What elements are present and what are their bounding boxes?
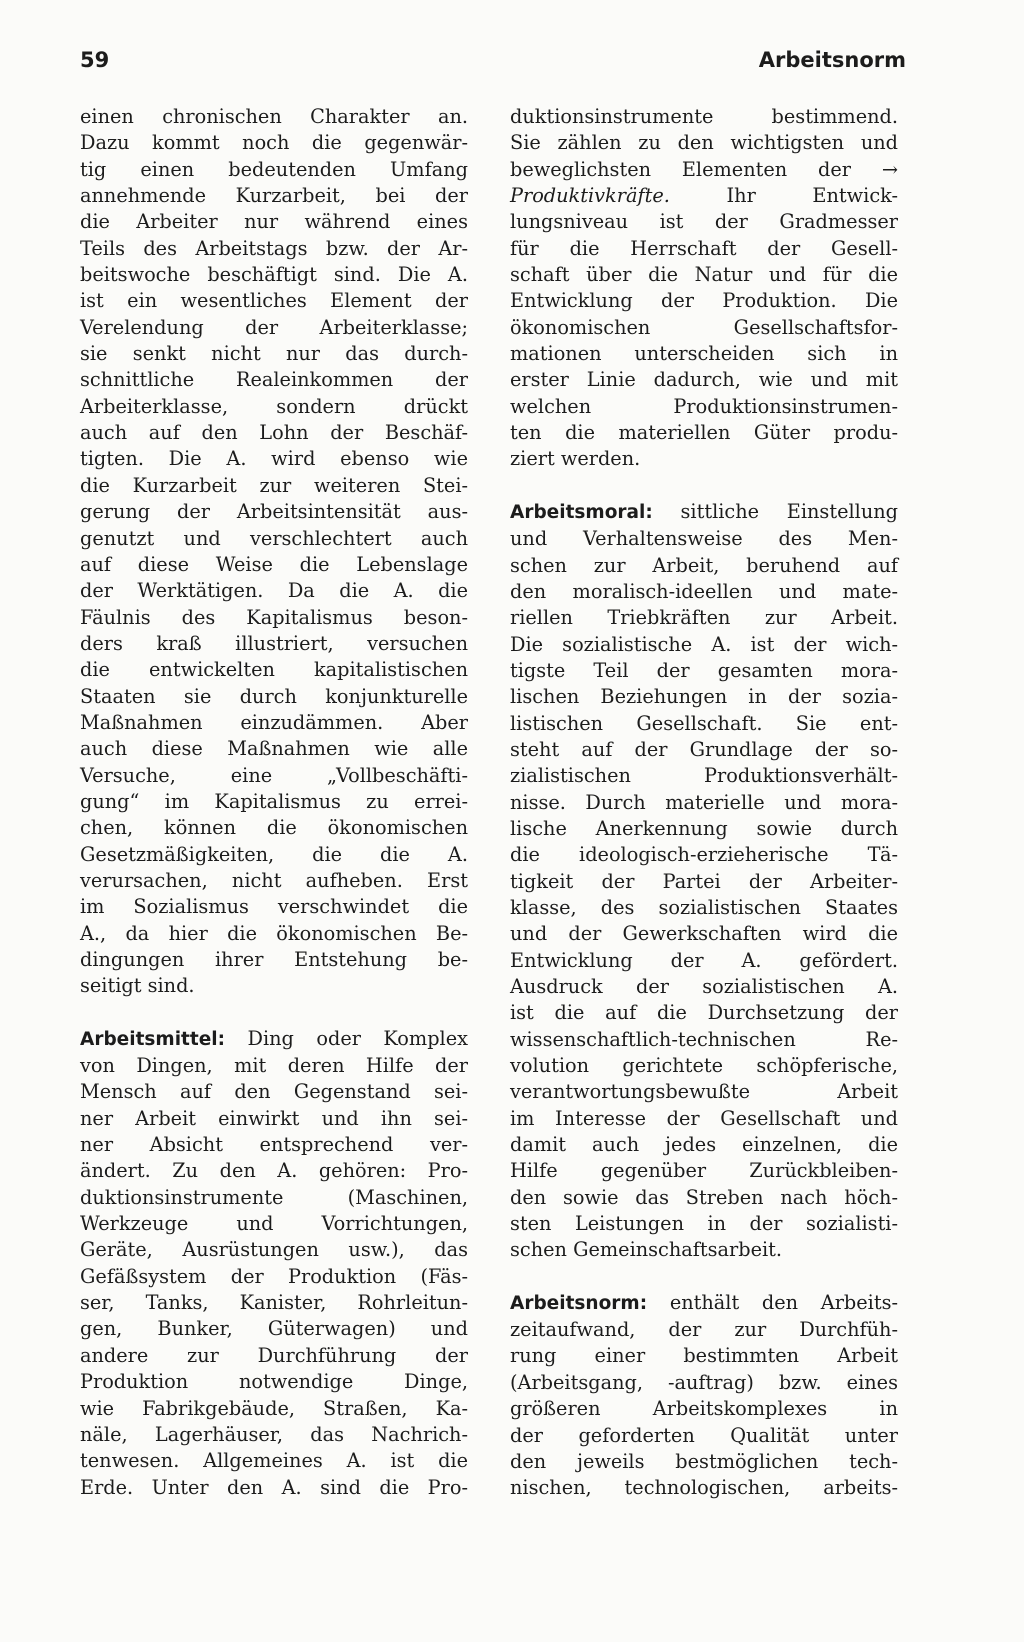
entry-term: Arbeitsnorm: (510, 1292, 648, 1314)
text-line: schnittliche Realeinkommen der (80, 368, 468, 392)
text-line: ner Arbeit einwirkt und ihn sei- (80, 1106, 468, 1130)
text-line: gung“ im Kapitalismus zu errei- (80, 789, 468, 813)
text-line: gerung der Arbeitsintensität aus- (80, 500, 468, 524)
text-line: verursachen, nicht aufheben. Erst (80, 868, 468, 892)
text-line: mationen unterscheiden sich in (510, 342, 898, 366)
text-line: sie senkt nicht nur das durch- (80, 342, 468, 366)
entry-term: Arbeitsmittel: (80, 1028, 226, 1050)
entry-first-text: Ding oder Komplex (247, 1026, 468, 1050)
text-line: damit auch jedes einzelnen, die (510, 1133, 898, 1157)
text-line: sten Leistungen in der sozialisti- (510, 1212, 898, 1236)
text-line: den moralisch-ideellen und mate- (510, 579, 898, 603)
text-line: Mensch auf den Gegenstand sei- (80, 1080, 468, 1104)
text-line: der geforderten Qualität unter (510, 1423, 898, 1447)
text-line: steht auf der Grundlage der so- (510, 737, 898, 761)
text-line: duktionsinstrumente (Maschinen, (80, 1185, 468, 1209)
continued-text (80, 104, 468, 1000)
text-line: Produktion notwendige Dinge, (80, 1370, 468, 1394)
text-line: Fäulnis des Kapitalismus beson- (80, 605, 468, 629)
text-line: schaft über die Natur und für die (510, 263, 898, 287)
paragraph-gap (80, 1000, 468, 1026)
text-line: wie Fabrikgebäude, Straßen, Ka- (80, 1396, 468, 1420)
right-column (510, 104, 898, 1502)
text-line: die Kurzarbeit zur weiteren Stei- (80, 473, 468, 497)
entry-first-text: enthält den Arbeits- (669, 1290, 898, 1314)
text-line: der Werktätigen. Da die A. die (80, 579, 468, 603)
text-line: beitswoche beschäftigt sind. Die A. (80, 263, 468, 287)
text-line: ner Absicht entsprechend ver- (80, 1133, 468, 1157)
cross-reference-arrow-icon: → (881, 157, 898, 181)
text-line: Hilfe gegenüber Zurückbleiben- (510, 1159, 898, 1183)
text-line: (Arbeitsgang, -auftrag) bzw. eines (510, 1370, 898, 1394)
text-line: Staaten sie durch konjunkturelle (80, 684, 468, 708)
text-line: für die Herrschaft der Gesell- (510, 236, 898, 260)
text-line: schen zur Arbeit, beruhend auf (510, 553, 898, 577)
text-line: klasse, des sozialistischen Staates (510, 895, 898, 919)
text-line: tenwesen. Allgemeines A. ist die (80, 1449, 468, 1473)
page-number: 59 (80, 48, 110, 72)
left-column (80, 104, 468, 1501)
text-line: ist ein wesentliches Element der (80, 289, 468, 313)
text-line: lischen Beziehungen in der sozia- (510, 685, 898, 709)
text-line: den jeweils bestmöglichen tech- (510, 1449, 898, 1473)
entry-body (80, 1053, 468, 1501)
text-line: größeren Arbeitskomplexes in (510, 1397, 898, 1421)
text-line: Arbeiterklasse, sondern drückt (80, 394, 468, 418)
text-line: Entwicklung der A. gefördert. (510, 948, 898, 972)
text-line: ser, Tanks, Kanister, Rohrleitun- (80, 1291, 468, 1315)
text-line: Sie zählen zu den wichtigsten und (510, 131, 898, 155)
text-line: Ausdruck der sozialistischen A. (510, 975, 898, 998)
text-line: ökonomischen Gesellschaftsfor- (510, 315, 898, 339)
text-line: duktionsinstrumente bestimmend. (510, 105, 898, 128)
text-line: von Dingen, mit deren Hilfe der (80, 1054, 468, 1078)
text-line: Versuche, eine „Vollbeschäfti- (80, 763, 468, 787)
text-line: tig einen bedeutenden Umfang (80, 157, 468, 181)
text-line: lische Anerkennung sowie durch (510, 816, 898, 840)
text-run: Ihr Entwick- (726, 184, 898, 208)
text-line: Maßnahmen einzudämmen. Aber (80, 710, 468, 734)
text-line: und der Gewerkschaften wird die (510, 922, 898, 946)
text-line: erster Linie dadurch, wie und mit (510, 368, 898, 392)
text-line: schen Gemeinschaftsarbeit. (510, 1238, 783, 1262)
continued-text-right (510, 104, 898, 473)
text-line: ders kraß illustriert, versuchen (80, 631, 468, 655)
text-line: tigkeit der Partei der Arbeiter- (510, 869, 898, 893)
text-block (510, 104, 898, 157)
text-line: Gefäßsystem der Produktion (Fäs- (80, 1264, 468, 1288)
paragraph-gap (510, 473, 898, 499)
text-line: den sowie das Streben nach höch- (510, 1185, 898, 1209)
text-line: auch auf den Lohn der Beschäf- (80, 421, 468, 445)
text-line: welchen Produktionsinstrumen- (510, 394, 898, 418)
text-line: chen, können die ökonomischen (80, 816, 468, 840)
text-line: Entwicklung der Produktion. Die (510, 289, 898, 313)
text-line: auch diese Maßnahmen wie alle (80, 737, 468, 761)
entry-body (510, 526, 898, 1264)
text-line: andere zur Durchführung der (80, 1343, 468, 1367)
text-line: Geräte, Ausrüstungen usw.), das (80, 1238, 468, 1262)
page-header (80, 48, 906, 72)
text-line: Gesetzmäßigkeiten, die die A. (80, 842, 468, 866)
running-head: Arbeitsnorm (758, 48, 906, 72)
text-line: tigste Teil der gesamten mora- (510, 658, 898, 682)
text-line: genutzt und verschlechtert auch (80, 526, 468, 550)
text-line: Teils des Arbeitstags bzw. der Ar- (80, 236, 468, 260)
text-line: Verelendung der Arbeiterklasse; (80, 315, 468, 339)
text-line: nisse. Durch materielle und mora- (510, 790, 898, 814)
text-line: volution gerichtete schöpferische, (510, 1054, 898, 1078)
text-line: rung einer bestimmten Arbeit (510, 1344, 898, 1368)
text-line: auf diese Weise die Lebenslage (80, 552, 468, 576)
entry-term: Arbeitsmoral: (510, 501, 653, 523)
text-line: Dazu kommt noch die gegenwär- (80, 131, 468, 155)
text-line: und Verhaltensweise des Men- (510, 527, 898, 551)
entry-body (510, 1317, 898, 1501)
text-line: ändert. Zu den A. gehören: Pro- (80, 1159, 468, 1183)
entry-first-line (510, 499, 898, 526)
text-line: verantwortungsbewußte Arbeit (510, 1080, 898, 1104)
text-line: im Interesse der Gesellschaft und (510, 1106, 898, 1130)
paragraph-gap (510, 1264, 898, 1290)
text-line: lungsniveau ist der Gradmesser (510, 210, 898, 234)
text-line: zialistischen Produktionsverhält- (510, 764, 898, 788)
text-line: die Arbeiter nur während eines (80, 210, 468, 234)
entry-first-line (80, 1026, 468, 1053)
text-line: seitigt sind. (80, 974, 195, 998)
text-line: tigten. Die A. wird ebenso wie (80, 447, 468, 471)
text-line (510, 157, 898, 183)
entry-first-line (510, 1290, 898, 1317)
text-line: Erde. Unter den A. sind die Pro- (80, 1475, 468, 1499)
text-line: riellen Triebkräften zur Arbeit. (510, 606, 898, 630)
text-run: beweglichsten Elementen der (510, 157, 851, 181)
text-line: ten die materiellen Güter produ- (510, 421, 898, 445)
text-line: annehmende Kurzarbeit, bei der (80, 184, 468, 208)
text-line: gen, Bunker, Güterwagen) und (80, 1317, 468, 1341)
text-line: Die sozialistische A. ist der wich- (510, 632, 898, 656)
text-line: Werkzeuge und Vorrichtungen, (80, 1212, 468, 1236)
text-line: näle, Lagerhäuser, das Nachrich- (80, 1422, 468, 1446)
text-block (510, 209, 898, 472)
text-line (510, 183, 898, 209)
entry-arbeitsmoral (510, 499, 898, 1264)
text-line: die entwickelten kapitalistischen (80, 658, 468, 682)
text-line: wissenschaftlich-technischen Re- (510, 1027, 898, 1051)
text-line: die ideologisch-erzieherische Tä- (510, 843, 898, 867)
entry-first-text: sittliche Einstellung (680, 499, 898, 523)
text-line: nischen, technologischen, arbeits- (510, 1476, 898, 1500)
text-line: dingungen ihrer Entstehung be- (80, 948, 468, 971)
entry-arbeitsnorm (510, 1290, 898, 1502)
text-line: einen chronischen Charakter an. (80, 105, 468, 128)
cross-reference-term: Produktivkräfte. (510, 184, 670, 208)
text-line: im Sozialismus verschwindet die (80, 895, 468, 919)
text-line: A., da hier die ökonomischen Be- (80, 921, 468, 945)
text-line: ziert werden. (510, 447, 641, 471)
text-line: listischen Gesellschaft. Sie ent- (510, 711, 898, 735)
text-line: zeitaufwand, der zur Durchfüh- (510, 1318, 898, 1342)
text-line: ist die auf die Durchsetzung der (510, 1001, 898, 1025)
entry-arbeitsmittel (80, 1026, 468, 1501)
